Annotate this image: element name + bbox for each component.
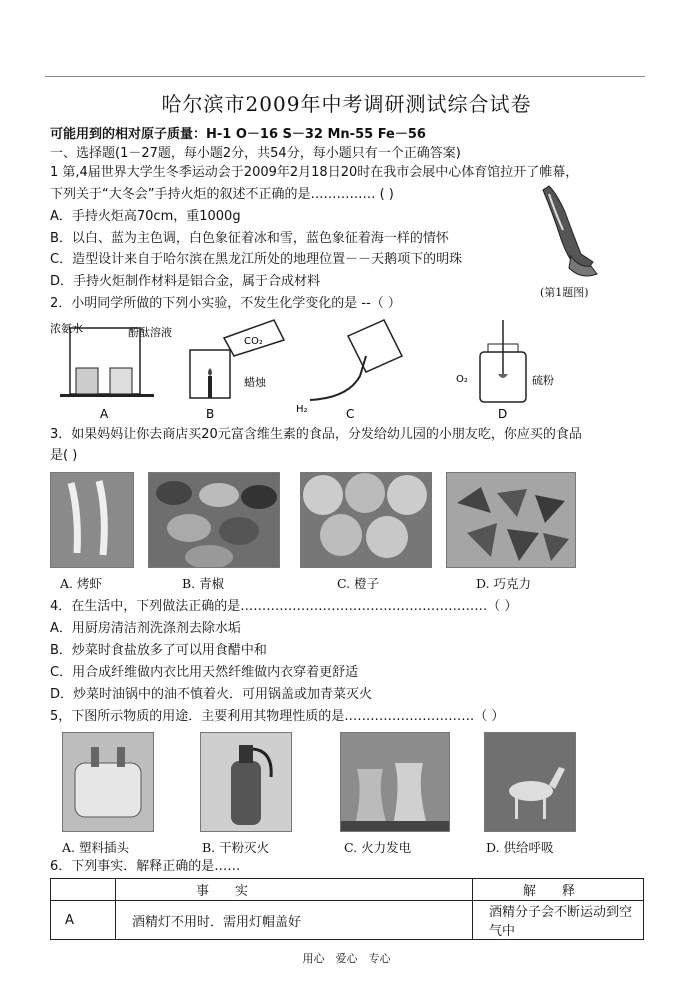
q2-label-d-powder: 硫粉	[532, 374, 554, 387]
q3-stem-line2: 是( )	[50, 448, 78, 463]
plastic-plug-photo	[62, 732, 154, 832]
section-heading: 一、选择题(1－27题，每小题2分，共54分，每小题只有一个正确答案)	[50, 146, 461, 161]
q2-label-a-left: 浓氨水	[50, 322, 83, 335]
q4-option-a: A．用厨房清洁剂洗涤剂去除水垢	[50, 621, 241, 636]
q6-table	[50, 878, 644, 940]
q6-row-fact: 酒精灯不用时．需用灯帽盖好	[116, 901, 473, 940]
q6-header-fact: 事 实	[116, 879, 473, 901]
q5-caption-c: C. 火力发电	[344, 840, 412, 855]
q5-stem: 5，下图所示物质的用途．主要利用其物理性质的是…………………………（ ）	[50, 709, 505, 724]
q3-caption-d: D. 巧克力	[476, 576, 532, 591]
q2-label-b-gas: CO₂	[244, 336, 263, 347]
grilled-shrimp-photo	[50, 472, 134, 568]
q2-stem: 2．小明同学所做的下列小实验，不发生化学变化的是 --（ ）	[50, 296, 401, 311]
q2-label-c-gas: H₂	[296, 404, 308, 415]
power-plant-photo	[340, 732, 450, 832]
q3-caption-c: C. 橙子	[337, 576, 380, 591]
q4-option-d: D．炒菜时油锅中的油不慎着火．可用锅盖或加青菜灭火	[50, 687, 373, 702]
top-rule	[45, 76, 645, 77]
q2-label-a: A	[100, 407, 109, 421]
q4-option-b: B．炒菜时食盐放多了可以用食醋中和	[50, 643, 267, 658]
q2-label-b-candle: 蜡烛	[244, 376, 266, 389]
q6-row-label: A	[51, 901, 116, 940]
q1-stem-line1: 1 第,4届世界大学生冬季运动会于2009年2月18日20时在我市会展中心体育馆拉开了帷幕，	[50, 165, 579, 180]
q6-stem: 6．下列事实．解释正确的是……	[50, 859, 241, 874]
q6-table-header	[51, 879, 644, 901]
q1-option-c: C．造型设计来自于哈尔滨在黑龙江所处的地理位置－－天鹅项下的明珠	[50, 252, 463, 267]
page-footer: 用心 爱心 专心	[302, 952, 391, 965]
q5-caption-d: D. 供给呼吸	[486, 840, 554, 855]
torch-figure	[535, 184, 605, 284]
q3-caption-b: B. 青椒	[182, 576, 225, 591]
q2-label-d-gas: O₂	[456, 374, 468, 385]
q6-header-explanation: 解 释	[473, 879, 644, 901]
q2-label-a-right: 酚酞溶液	[128, 326, 172, 339]
q4-stem: 4．在生活中，下列做法正确的是…………………………………………………（ ）	[50, 599, 518, 614]
fire-extinguisher-photo	[200, 732, 292, 832]
deer-photo	[484, 732, 576, 832]
q4-option-c: C．用合成纤维做内衣比用天然纤维做内衣穿着更舒适	[50, 665, 359, 680]
q6-row-explanation: 酒精分子会不断运动到空气中	[473, 901, 644, 940]
q3-stem-line1: 3．如果妈妈让你去商店买20元富含维生素的食品，分发给幼儿园的小朋友吃，你应买的食品	[50, 427, 582, 442]
q3-caption-a: A. 烤虾	[60, 576, 102, 591]
q2-label-c: C	[346, 407, 355, 421]
q5-caption-a: A. 塑料插头	[62, 840, 129, 855]
q1-figure-caption: (第1题图)	[540, 286, 589, 299]
q5-caption-b: B. 干粉灭火	[202, 840, 270, 855]
q2-label-b: B	[206, 407, 215, 421]
q1-option-d: D．手持火炬制作材料是铝合金，属于合成材料	[50, 274, 321, 289]
page-title: 哈尔滨市2009年中考调研测试综合试卷	[161, 92, 532, 116]
q2-experiments-figure	[48, 316, 608, 424]
q2-label-d: D	[498, 407, 508, 421]
q1-stem-line2: 下列关于“大冬会”手持火炬的叙述不正确的是…………… ( )	[50, 187, 394, 202]
q1-option-b: B．以白、蓝为主色调，白色象征着冰和雪，蓝色象征着海一样的情怀	[50, 231, 449, 246]
chocolate-photo	[446, 472, 576, 568]
green-pepper-photo	[148, 472, 280, 568]
atomic-masses: 可能用到的相对原子质量：H-1 O－16 S－32 Mn-55 Fe－56	[50, 127, 426, 142]
table-row	[51, 901, 644, 940]
orange-photo	[300, 472, 432, 568]
q1-option-a: A．手持火炬高70cm，重1000g	[50, 209, 241, 224]
